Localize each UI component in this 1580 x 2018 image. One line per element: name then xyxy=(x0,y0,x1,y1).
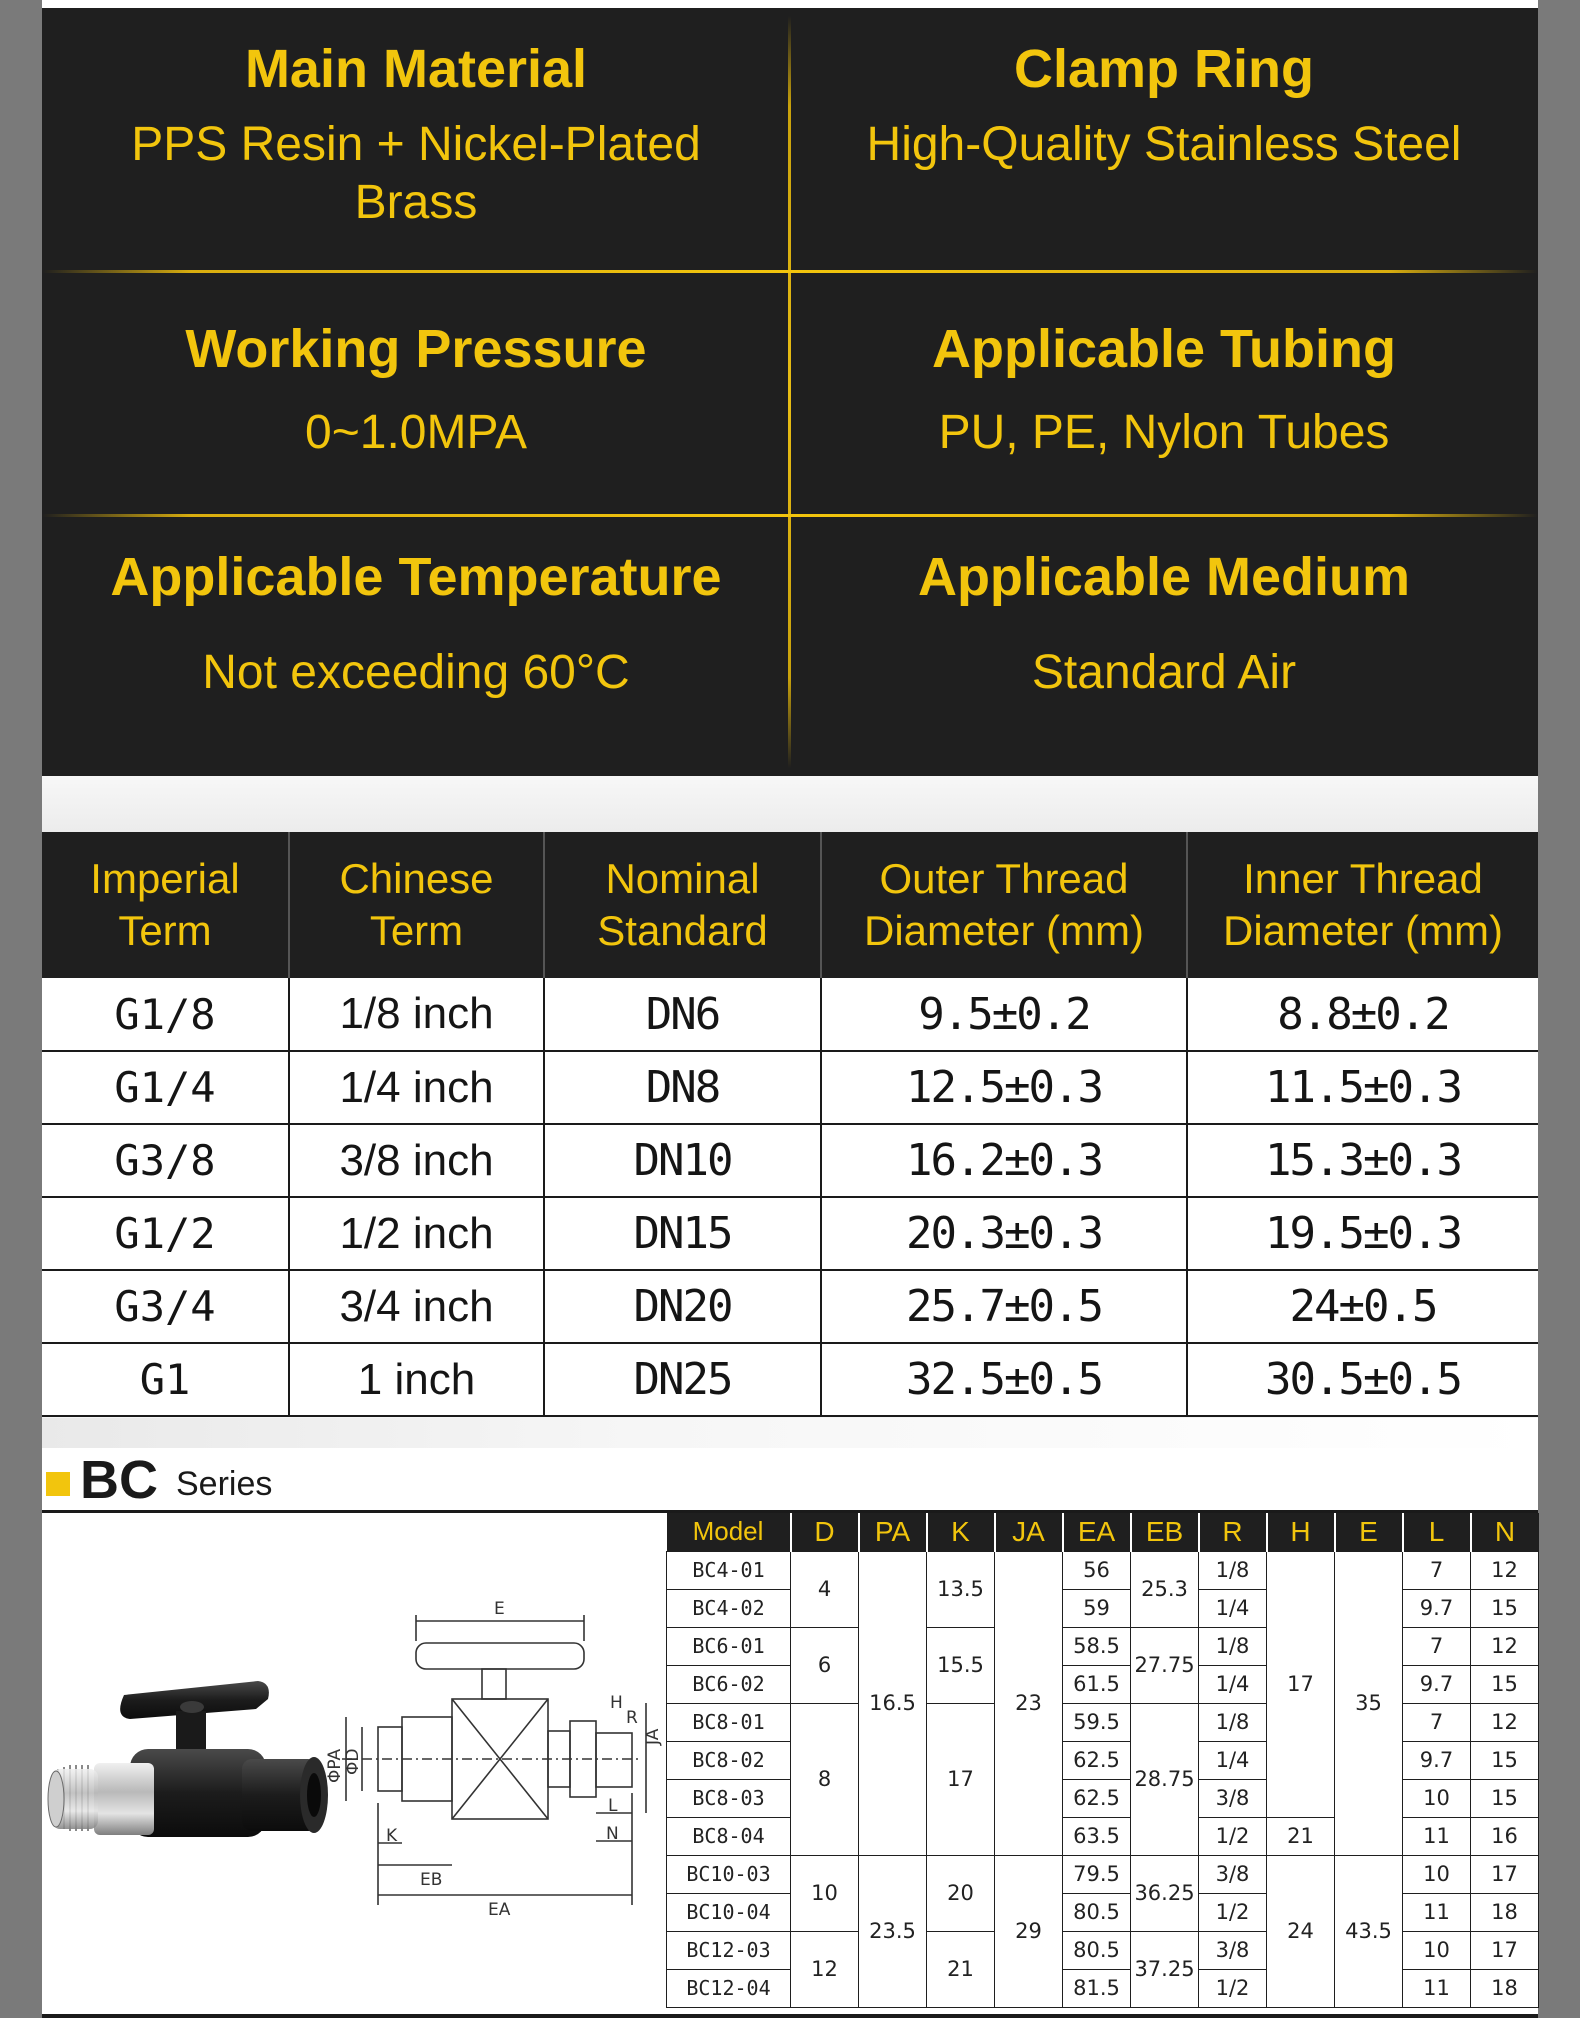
cell-eb: 27.75 xyxy=(1131,1627,1199,1703)
header-ea: EA xyxy=(1063,1513,1131,1551)
cell-n: 18 xyxy=(1471,1893,1539,1931)
cell-d: 12 xyxy=(791,1931,859,2007)
cell-imperial: G3/8 xyxy=(42,1124,289,1197)
cell-e: 43.5 xyxy=(1335,1855,1403,2007)
spec-title: Clamp Ring xyxy=(1013,39,1314,99)
cell-r: 3/8 xyxy=(1199,1855,1267,1893)
cell-r: 1/4 xyxy=(1199,1589,1267,1627)
cell-l: 9.7 xyxy=(1403,1741,1471,1779)
cell-l: 9.7 xyxy=(1403,1589,1471,1627)
cell-r: 1/2 xyxy=(1199,1893,1267,1931)
cell-eb: 28.75 xyxy=(1131,1703,1199,1855)
cell-k: 15.5 xyxy=(927,1627,995,1703)
cell-eb: 25.3 xyxy=(1131,1551,1199,1627)
header-e: E xyxy=(1335,1513,1403,1551)
table-row xyxy=(667,1855,1539,1893)
bc-series-header xyxy=(42,1448,1538,1512)
cell-chinese: 1/2 inch xyxy=(289,1197,544,1270)
spec-title: Applicable Tubing xyxy=(932,319,1396,379)
cell-model: BC4-02 xyxy=(667,1589,791,1627)
header-eb: EB xyxy=(1131,1513,1199,1551)
cell-ea: 80.5 xyxy=(1063,1931,1131,1969)
header-ja: JA xyxy=(995,1513,1063,1551)
cell-model: BC4-01 xyxy=(667,1551,791,1589)
header-model: Model xyxy=(667,1513,791,1551)
series-code: BC xyxy=(80,1450,158,1510)
cell-model: BC12-04 xyxy=(667,1969,791,2007)
cell-l: 11 xyxy=(1403,1969,1471,2007)
cell-n: 18 xyxy=(1471,1969,1539,2007)
cell-ea: 59 xyxy=(1063,1589,1131,1627)
cell-e: 35 xyxy=(1335,1551,1403,1855)
header-pa: PA xyxy=(859,1513,927,1551)
cell-k: 13.5 xyxy=(927,1551,995,1627)
spec-title: Applicable Temperature xyxy=(110,547,722,607)
cell-model: BC6-02 xyxy=(667,1665,791,1703)
header-nominal-standard: Nominal Standard xyxy=(544,832,821,978)
cell-ja: 29 xyxy=(995,1855,1063,2007)
cell-inner: 8.8±0.2 xyxy=(1187,978,1538,1051)
cell-model: BC8-04 xyxy=(667,1817,791,1855)
table-row xyxy=(42,1270,1538,1343)
cell-chinese: 1 inch xyxy=(289,1343,544,1416)
cell-nominal: DN10 xyxy=(544,1124,821,1197)
dim-label-k: K xyxy=(386,1826,398,1846)
dim-label-l: L xyxy=(608,1796,618,1816)
table-row xyxy=(42,978,1538,1051)
dim-label-e: E xyxy=(494,1599,505,1619)
cell-chinese: 3/4 inch xyxy=(289,1270,544,1343)
cell-ea: 80.5 xyxy=(1063,1893,1131,1931)
dim-label-h: H xyxy=(610,1693,623,1713)
dim-label-eb: EB xyxy=(420,1870,443,1890)
cell-outer: 12.5±0.3 xyxy=(821,1051,1187,1124)
cell-nominal: DN25 xyxy=(544,1343,821,1416)
spec-value: High-Quality Stainless Steel xyxy=(866,118,1462,171)
cell-model: BC10-03 xyxy=(667,1855,791,1893)
cell-nominal: DN15 xyxy=(544,1197,821,1270)
spec-main-material xyxy=(42,38,790,232)
cell-l: 10 xyxy=(1403,1931,1471,1969)
spec-value: PPS Resin + Nickel-Plated Brass xyxy=(131,118,701,229)
cell-l: 10 xyxy=(1403,1779,1471,1817)
cell-eb: 37.25 xyxy=(1131,1931,1199,2007)
table-row xyxy=(42,1051,1538,1124)
cell-imperial: G1/4 xyxy=(42,1051,289,1124)
cell-ea: 81.5 xyxy=(1063,1969,1131,2007)
cell-model: BC8-03 xyxy=(667,1779,791,1817)
cell-n: 15 xyxy=(1471,1779,1539,1817)
cell-n: 12 xyxy=(1471,1551,1539,1589)
yellow-square-marker xyxy=(46,1472,70,1496)
bc-series-content xyxy=(42,1513,1538,2018)
cell-imperial: G3/4 xyxy=(42,1270,289,1343)
cell-pa: 23.5 xyxy=(859,1855,927,2007)
cell-r: 3/8 xyxy=(1199,1931,1267,1969)
cell-n: 16 xyxy=(1471,1817,1539,1855)
table-row xyxy=(667,1931,1539,1969)
thread-size-table xyxy=(42,832,1538,1417)
cell-ea: 62.5 xyxy=(1063,1741,1131,1779)
header-l: L xyxy=(1403,1513,1471,1551)
cell-inner: 24±0.5 xyxy=(1187,1270,1538,1343)
cell-pa: 16.5 xyxy=(859,1551,927,1855)
cell-ea: 62.5 xyxy=(1063,1779,1131,1817)
cell-outer: 20.3±0.3 xyxy=(821,1197,1187,1270)
dimension-labels xyxy=(325,1599,663,1920)
header-chinese-term: Chinese Term xyxy=(289,832,544,978)
cell-nominal: DN8 xyxy=(544,1051,821,1124)
cell-r: 1/2 xyxy=(1199,1817,1267,1855)
header-d: D xyxy=(791,1513,859,1551)
cell-ea: 61.5 xyxy=(1063,1665,1131,1703)
cell-model: BC10-04 xyxy=(667,1893,791,1931)
cell-outer: 25.7±0.5 xyxy=(821,1270,1187,1343)
cell-model: BC8-02 xyxy=(667,1741,791,1779)
cell-l: 11 xyxy=(1403,1893,1471,1931)
bottom-rule xyxy=(42,2014,1538,2018)
cell-ea: 59.5 xyxy=(1063,1703,1131,1741)
table-row xyxy=(42,1197,1538,1270)
spec-value: Standard Air xyxy=(1031,646,1297,699)
spec-value: 0~1.0MPA xyxy=(305,406,527,459)
valve-photo xyxy=(48,1681,328,1837)
cell-h: 17 xyxy=(1267,1551,1335,1817)
cell-model: BC12-03 xyxy=(667,1931,791,1969)
cell-imperial: G1/8 xyxy=(42,978,289,1051)
series-word: Series xyxy=(176,1465,273,1503)
cell-outer: 9.5±0.2 xyxy=(821,978,1187,1051)
dim-label-ea: EA xyxy=(488,1900,511,1920)
spec-applicable-temperature xyxy=(42,546,790,702)
cell-inner: 15.3±0.3 xyxy=(1187,1124,1538,1197)
header-n: N xyxy=(1471,1513,1539,1551)
spec-title: Main Material xyxy=(244,39,588,99)
spec-title: Applicable Medium xyxy=(917,547,1411,607)
spec-divider-horizontal xyxy=(42,514,1538,517)
dim-label-ja: JA xyxy=(643,1728,663,1745)
cell-l: 7 xyxy=(1403,1627,1471,1665)
cell-imperial: G1 xyxy=(42,1343,289,1416)
spec-clamp-ring xyxy=(790,38,1538,174)
cell-k: 20 xyxy=(927,1855,995,1931)
cell-model: BC6-01 xyxy=(667,1627,791,1665)
cell-ea: 58.5 xyxy=(1063,1627,1131,1665)
cell-chinese: 1/4 inch xyxy=(289,1051,544,1124)
cell-k: 21 xyxy=(927,1931,995,2007)
gap-band xyxy=(42,776,1538,832)
cell-inner: 19.5±0.3 xyxy=(1187,1197,1538,1270)
table-row xyxy=(667,1703,1539,1741)
cell-ea: 63.5 xyxy=(1063,1817,1131,1855)
header-h: H xyxy=(1267,1513,1335,1551)
cell-d: 4 xyxy=(791,1551,859,1627)
cell-d: 8 xyxy=(791,1703,859,1855)
cell-l: 9.7 xyxy=(1403,1665,1471,1703)
cell-chinese: 3/8 inch xyxy=(289,1124,544,1197)
spec-divider-horizontal xyxy=(42,270,1538,273)
cell-n: 15 xyxy=(1471,1589,1539,1627)
bc-product-illustration xyxy=(42,1513,666,2018)
cell-nominal: DN20 xyxy=(544,1270,821,1343)
cell-r: 1/4 xyxy=(1199,1665,1267,1703)
cell-nominal: DN6 xyxy=(544,978,821,1051)
cell-ea: 79.5 xyxy=(1063,1855,1131,1893)
cell-l: 7 xyxy=(1403,1551,1471,1589)
cell-inner: 11.5±0.3 xyxy=(1187,1051,1538,1124)
table-row xyxy=(42,1343,1538,1416)
cell-h: 21 xyxy=(1267,1817,1335,1855)
dim-label-pa: ΦPA xyxy=(325,1748,345,1783)
cell-r: 1/2 xyxy=(1199,1969,1267,2007)
cell-inner: 30.5±0.5 xyxy=(1187,1343,1538,1416)
table-row xyxy=(667,1627,1539,1665)
cell-l: 11 xyxy=(1403,1817,1471,1855)
header-outer-thread: Outer Thread Diameter (mm) xyxy=(821,832,1187,978)
header-k: K xyxy=(927,1513,995,1551)
table-row xyxy=(42,1124,1538,1197)
cell-outer: 32.5±0.5 xyxy=(821,1343,1187,1416)
spec-title: Working Pressure xyxy=(185,319,647,379)
cell-n: 15 xyxy=(1471,1741,1539,1779)
product-detail-page xyxy=(42,0,1538,2018)
cell-outer: 16.2±0.3 xyxy=(821,1124,1187,1197)
cell-imperial: G1/2 xyxy=(42,1197,289,1270)
cell-ja: 23 xyxy=(995,1551,1063,1855)
cell-d: 10 xyxy=(791,1855,859,1931)
cell-r: 1/8 xyxy=(1199,1551,1267,1589)
cell-h: 24 xyxy=(1267,1855,1335,2007)
cell-ea: 56 xyxy=(1063,1551,1131,1589)
header-imperial-term: Imperial Term xyxy=(42,832,289,978)
spec-working-pressure xyxy=(42,318,790,462)
dim-label-r: R xyxy=(626,1708,638,1728)
cell-r: 1/8 xyxy=(1199,1703,1267,1741)
dim-label-n: N xyxy=(606,1824,619,1844)
spec-applicable-medium xyxy=(790,546,1538,702)
cell-n: 17 xyxy=(1471,1855,1539,1893)
cell-l: 10 xyxy=(1403,1855,1471,1893)
cell-eb: 36.25 xyxy=(1131,1855,1199,1931)
spec-value: PU, PE, Nylon Tubes xyxy=(938,406,1390,459)
dimension-drawing xyxy=(342,1615,646,1905)
cell-n: 12 xyxy=(1471,1627,1539,1665)
header-inner-thread: Inner Thread Diameter (mm) xyxy=(1187,832,1538,978)
header-r: R xyxy=(1199,1513,1267,1551)
spec-panel xyxy=(42,8,1538,776)
cell-r: 1/8 xyxy=(1199,1627,1267,1665)
dim-label-d: ΦD xyxy=(343,1748,363,1775)
table-header-row xyxy=(667,1513,1539,1551)
bc-model-table xyxy=(666,1513,1539,2008)
top-strip xyxy=(42,0,1538,8)
spec-value: Not exceeding 60°C xyxy=(202,646,630,699)
spec-applicable-tubing xyxy=(790,318,1538,462)
cell-n: 12 xyxy=(1471,1703,1539,1741)
cell-r: 3/8 xyxy=(1199,1779,1267,1817)
table-header-row xyxy=(42,832,1538,978)
cell-l: 7 xyxy=(1403,1703,1471,1741)
cell-k: 17 xyxy=(927,1703,995,1855)
cell-n: 17 xyxy=(1471,1931,1539,1969)
cell-r: 1/4 xyxy=(1199,1741,1267,1779)
cell-chinese: 1/8 inch xyxy=(289,978,544,1051)
separator-band xyxy=(42,1418,1538,1448)
table-row xyxy=(667,1551,1539,1589)
cell-model: BC8-01 xyxy=(667,1703,791,1741)
cell-n: 15 xyxy=(1471,1665,1539,1703)
cell-d: 6 xyxy=(791,1627,859,1703)
